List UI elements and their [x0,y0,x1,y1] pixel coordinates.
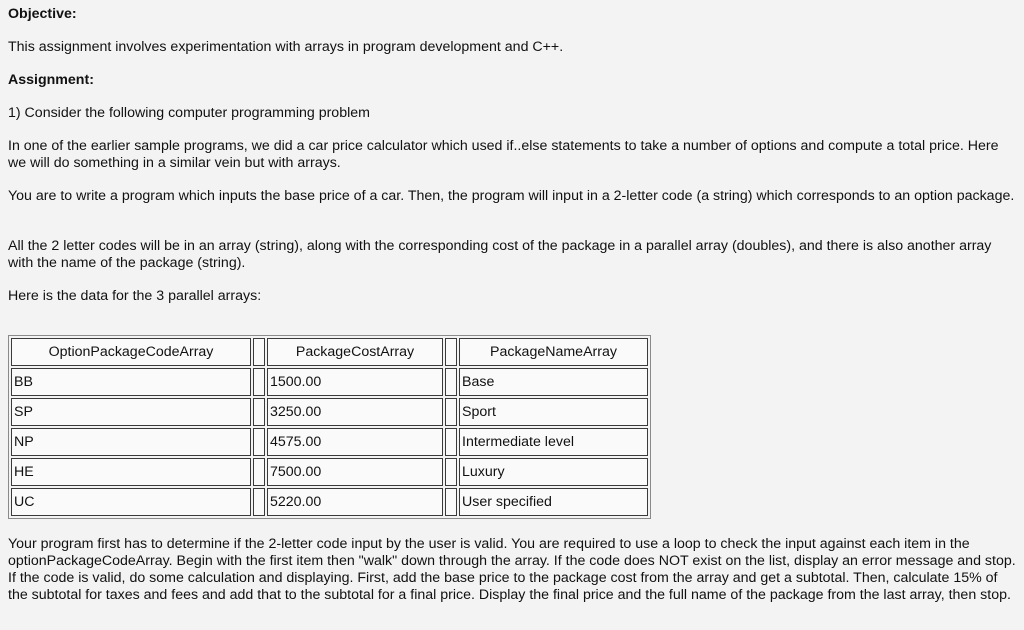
name-cell: Luxury [459,458,648,486]
paragraph-program-input: You are to write a program which inputs the base price of a car. Then, the program will input in a 2-letter code (a string) which corresponds to an option package. [8,188,1015,204]
cost-cell: 3250.00 [267,398,443,426]
cost-cell: 1500.00 [267,368,443,396]
name-cell: Base [459,368,648,396]
table-spacer-cell [253,458,265,486]
objective-heading: Objective: [8,6,77,22]
cost-cell: 4575.00 [267,428,443,456]
code-cell: UC [11,488,251,516]
table-spacer-cell [445,398,457,426]
table-spacer-cell [253,338,265,366]
table-spacer-cell [445,368,457,396]
table-header-row [11,338,648,366]
paragraph-parallel-arrays: All the 2 letter codes will be in an array (string), along with the corresponding cost of the package in a parallel array (doubles), and there is also another array with the name of the package (string). [8,238,992,271]
table-spacer-cell [253,368,265,396]
paragraph-car-calculator: In one of the earlier sample programs, we did a car price calculator which used if..else statements to take a number of options and compute a total price. Here we will do something in a similar vein but with arrays. [8,138,999,171]
cost-cell: 7500.00 [267,458,443,486]
table-spacer-cell [445,338,457,366]
table-spacer-cell [445,428,457,456]
table-spacer-cell [253,428,265,456]
code-cell: SP [11,398,251,426]
table-spacer-cell [445,458,457,486]
table-row [11,488,648,516]
name-cell: Sport [459,398,648,426]
name-cell: User specified [459,488,648,516]
header-package-cost: PackageCostArray [267,338,443,366]
objective-text: This assignment involves experimentation with arrays in program development and C++. [8,39,564,55]
header-option-package-code: OptionPackageCodeArray [11,338,251,366]
paragraph-data-intro: Here is the data for the 3 parallel arrays: [8,288,262,304]
table-row [11,368,648,396]
table-row [11,458,648,486]
paragraph-program-logic: Your program first has to determine if the 2-letter code input by the user is valid. You are required to use a loop to check the input against each item in the optionPackageCodeArray. Begin with the first item then "walk" down through the array. If the code does NOT exist on the list, display an error message and stop. If the code is valid, do some calculation and displaying. First, add the base price to the package cost from the array and get a subtotal. Then, calculate 15% of the subtotal for taxes and fees and add that to the subtotal for a final price. Display the final price and the full name of the package from the last array, then stop. [8,536,1016,603]
code-cell: HE [11,458,251,486]
table-spacer-cell [253,488,265,516]
table-spacer-cell [253,398,265,426]
name-cell: Intermediate level [459,428,648,456]
assignment-heading: Assignment: [8,72,94,88]
parallel-arrays-table [8,335,651,519]
code-cell: BB [11,368,251,396]
cost-cell: 5220.00 [267,488,443,516]
table-row [11,398,648,426]
table-row [11,428,648,456]
code-cell: NP [11,428,251,456]
problem-statement: 1) Consider the following computer programming problem [8,105,370,121]
header-package-name: PackageNameArray [459,338,648,366]
table-spacer-cell [445,488,457,516]
